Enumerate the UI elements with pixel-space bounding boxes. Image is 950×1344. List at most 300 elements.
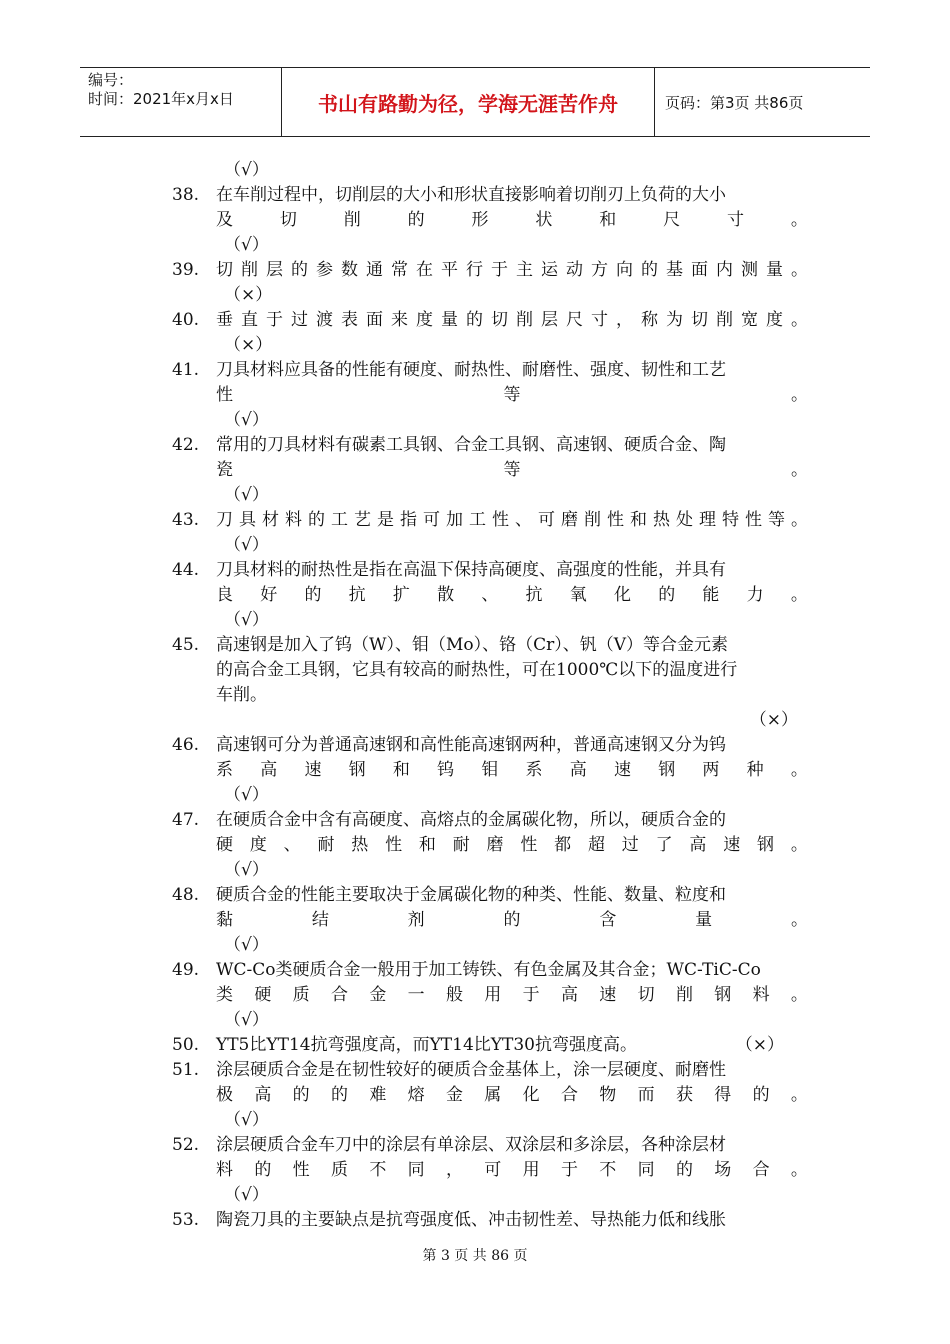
question-text: WC-Co类硬质合金一般用于加工铸铁、有色金属及其合金；WC-TiC-Co — [216, 960, 761, 980]
text-char: 基 — [666, 260, 683, 280]
text-line — [172, 183, 808, 208]
document-number-label: 编号： — [88, 71, 134, 89]
text-char: 合 — [752, 1160, 770, 1180]
text-char: 超 — [587, 835, 605, 855]
text-char: 速 — [304, 760, 322, 780]
answer-mark: （×） — [749, 710, 798, 730]
question-number: 46. — [172, 735, 200, 755]
text-char: 钢 — [348, 760, 366, 780]
text-line — [172, 1183, 808, 1208]
justified-text — [216, 208, 808, 233]
text-char: 状 — [535, 210, 553, 230]
text-char: 动 — [566, 260, 583, 280]
text-char: 尺 — [566, 310, 583, 330]
text-char: 材 — [262, 510, 279, 530]
text-char: 指 — [400, 510, 417, 530]
text-char: 黏 — [216, 910, 233, 930]
question-number: 39. — [172, 260, 200, 280]
justified-text — [216, 508, 808, 533]
text-char: 理 — [699, 510, 716, 530]
text-char: 两 — [702, 760, 720, 780]
document-time: 时间：2021年x月x日 — [88, 90, 234, 108]
justified-text — [216, 458, 808, 483]
text-char: 性 — [292, 1160, 310, 1180]
text-line — [172, 1083, 808, 1108]
question-number: 49. — [172, 960, 200, 980]
text-char: 刀 — [216, 510, 233, 530]
text-line — [172, 358, 808, 383]
text-char: 的 — [675, 1160, 693, 1180]
text-char: 量 — [766, 260, 783, 280]
text-char: 良 — [216, 585, 233, 605]
text-char: 类 — [216, 985, 233, 1005]
text-char: 不 — [599, 1160, 617, 1180]
text-char: 。 — [790, 760, 808, 780]
text-char: 瓷 — [216, 460, 233, 480]
text-char: 。 — [791, 310, 808, 330]
text-line — [172, 858, 808, 883]
question-number: 52. — [172, 1135, 200, 1155]
text-char: 性 — [385, 835, 403, 855]
text-char: 的 — [641, 260, 658, 280]
header-meta — [80, 68, 282, 136]
text-char: 削 — [584, 510, 601, 530]
text-char: 硬 — [216, 835, 233, 855]
text-char: 。 — [791, 510, 808, 530]
text-char: 一 — [407, 985, 425, 1005]
text-char: 硬 — [254, 985, 272, 1005]
question-text: 高速钢是加入了钨（W）、钼（Mo）、铬（Cr）、钒（V）等合金元素 — [216, 635, 729, 655]
text-char: 常 — [391, 260, 408, 280]
text-char: 方 — [591, 260, 608, 280]
text-char: 切 — [637, 985, 655, 1005]
text-char: 获 — [675, 1085, 693, 1105]
text-char: 。 — [790, 910, 808, 930]
text-char: 不 — [369, 1160, 387, 1180]
text-line — [172, 933, 808, 958]
text-char: 面 — [366, 310, 383, 330]
text-char: 、 — [481, 585, 499, 605]
question-number: 45. — [172, 635, 200, 655]
text-line — [172, 483, 808, 508]
text-char: 同 — [407, 1160, 425, 1180]
text-line — [172, 508, 808, 533]
question-number: 50. — [172, 1035, 200, 1055]
text-line — [172, 408, 808, 433]
text-char: 抗 — [348, 585, 366, 605]
text-char: 层 — [266, 260, 283, 280]
text-char: 通 — [366, 260, 383, 280]
text-line — [172, 158, 808, 183]
text-char: 。 — [791, 385, 808, 405]
answer-mark: （√） — [224, 610, 269, 630]
text-char: 钢 — [658, 760, 676, 780]
text-char: 高 — [254, 1085, 272, 1105]
question-number: 38. — [172, 185, 200, 205]
text-char: 和 — [418, 835, 436, 855]
question-list — [172, 158, 808, 1233]
text-char: 系 — [525, 760, 543, 780]
text-char: 同 — [637, 1160, 655, 1180]
text-char: 垂 — [216, 310, 233, 330]
text-char: 度 — [249, 835, 267, 855]
text-char: 合 — [560, 1085, 578, 1105]
text-char: 都 — [554, 835, 572, 855]
justified-text — [216, 758, 808, 783]
text-char: 难 — [369, 1085, 387, 1105]
text-char: 场 — [714, 1160, 732, 1180]
text-char: 熔 — [407, 1085, 425, 1105]
text-char: 。 — [791, 260, 808, 280]
question-number: 51. — [172, 1060, 200, 1080]
text-char: 、 — [283, 835, 301, 855]
question-number: 53. — [172, 1210, 200, 1230]
justified-text — [216, 383, 808, 408]
answer-mark: （√） — [224, 410, 269, 430]
text-char: 金 — [445, 1085, 463, 1105]
question-text: 车削。 — [216, 685, 267, 705]
text-line — [172, 208, 808, 233]
text-line — [172, 908, 808, 933]
text-char: 的 — [292, 1085, 310, 1105]
text-char: 主 — [516, 260, 533, 280]
text-char: 渡 — [316, 310, 333, 330]
text-char: 尺 — [663, 210, 681, 230]
question-number: 42. — [172, 435, 200, 455]
text-char: 量 — [695, 910, 713, 930]
text-char: 削 — [716, 310, 733, 330]
text-char: 种 — [746, 760, 764, 780]
text-char: 可 — [423, 510, 440, 530]
text-char: 极 — [216, 1085, 233, 1105]
text-char: ， — [616, 310, 633, 330]
text-char: 质 — [292, 985, 310, 1005]
page-footer: 第 3 页 共 86 页 — [422, 1248, 528, 1264]
text-char: 直 — [241, 310, 258, 330]
text-char: 速 — [723, 835, 741, 855]
answer-mark: （√） — [224, 1010, 269, 1030]
text-char: 削 — [241, 260, 258, 280]
question-text: 刀具材料的耐热性是指在高温下保持高硬度、高强度的性能，并具有 — [216, 560, 726, 580]
text-char: 削 — [675, 985, 693, 1005]
text-char: 的 — [254, 1160, 272, 1180]
question-number: 44. — [172, 560, 200, 580]
question-text: 在车削过程中，切削层的大小和形状直接影响着切削刃上负荷的大小 — [216, 185, 726, 205]
justified-text — [216, 983, 808, 1008]
text-char: 耐 — [452, 835, 470, 855]
text-char: 及 — [216, 210, 233, 230]
page-header — [80, 67, 870, 137]
text-line — [172, 633, 808, 658]
question-text: 常用的刀具材料有碳素工具钢、合金工具钢、高速钢、硬质合金、陶 — [216, 435, 726, 455]
question-text: 高速钢可分为普通高速钢和高性能高速钢两种，普通高速钢又分为钨 — [216, 735, 726, 755]
question-number: 47. — [172, 810, 200, 830]
text-char: 加 — [446, 510, 463, 530]
text-char: 料 — [285, 510, 302, 530]
text-char: 和 — [630, 510, 647, 530]
text-char: 的 — [308, 510, 325, 530]
text-line — [172, 258, 808, 283]
text-line — [172, 1058, 808, 1083]
text-char: 的 — [658, 585, 676, 605]
text-char: 好 — [260, 585, 278, 605]
text-char: 钢 — [714, 985, 732, 1005]
text-char: 向 — [616, 260, 633, 280]
text-char: 切 — [279, 210, 297, 230]
answer-mark: （×） — [224, 335, 273, 355]
text-char: 可 — [484, 1160, 502, 1180]
text-line — [172, 1108, 808, 1133]
text-char: 寸 — [591, 310, 608, 330]
text-char: 运 — [541, 260, 558, 280]
text-char: 表 — [341, 310, 358, 330]
text-char: 工 — [331, 510, 348, 530]
text-char: 等 — [503, 460, 521, 480]
text-char: 在 — [416, 260, 433, 280]
text-char: 质 — [330, 1160, 348, 1180]
text-char: 特 — [722, 510, 739, 530]
text-char: 于 — [522, 985, 540, 1005]
text-char: 过 — [291, 310, 308, 330]
text-char: 参 — [316, 260, 333, 280]
text-char: 耐 — [317, 835, 335, 855]
answer-mark: （√） — [224, 785, 269, 805]
text-char: 磨 — [561, 510, 578, 530]
text-char: 的 — [407, 210, 425, 230]
text-char: 工 — [469, 510, 486, 530]
text-line — [172, 983, 808, 1008]
header-page-info: 页码：第3页 共86页 — [665, 93, 804, 112]
answer-mark: （√） — [224, 535, 269, 555]
question-text: 刀具材料应具备的性能有硬度、耐热性、耐磨性、强度、韧性和工艺 — [216, 360, 726, 380]
text-char: 。 — [790, 1160, 808, 1180]
text-char: 和 — [392, 760, 410, 780]
text-char: 料 — [752, 985, 770, 1005]
text-line — [172, 333, 808, 358]
text-line — [172, 1133, 808, 1158]
header-motto: 书山有路勤为径，学海无涯苦作舟 — [282, 68, 655, 136]
text-char: 面 — [691, 260, 708, 280]
text-char: 钢 — [757, 835, 774, 855]
text-char: 属 — [484, 1085, 502, 1105]
text-char: 的 — [466, 310, 483, 330]
justified-text — [216, 908, 808, 933]
text-line — [172, 883, 808, 908]
question-text: 硬质合金的性能主要取决于金属碳化物的种类、性能、数量、粒度和 — [216, 885, 726, 905]
text-char: 物 — [599, 1085, 617, 1105]
question-number: 41. — [172, 360, 200, 380]
text-char: 抗 — [525, 585, 543, 605]
text-char: 处 — [676, 510, 693, 530]
answer-mark: （×） — [735, 1035, 784, 1055]
question-number: 40. — [172, 310, 200, 330]
text-char: 。 — [790, 585, 808, 605]
answer-mark: （√） — [224, 1110, 269, 1130]
answer-mark: （√） — [224, 160, 269, 180]
text-line — [172, 808, 808, 833]
text-char: 钨 — [437, 760, 455, 780]
text-char: 切 — [691, 310, 708, 330]
text-char: 性 — [216, 385, 233, 405]
text-char: 力 — [746, 585, 764, 605]
text-char: 削 — [516, 310, 533, 330]
text-char: 度 — [766, 310, 783, 330]
text-char: 磨 — [486, 835, 504, 855]
text-char: 高 — [560, 985, 578, 1005]
text-line — [172, 383, 808, 408]
text-line — [172, 1008, 808, 1033]
text-char: 性 — [492, 510, 509, 530]
text-char: 削 — [343, 210, 361, 230]
text-char: 寸 — [727, 210, 744, 230]
text-char: 扩 — [392, 585, 410, 605]
text-char: 切 — [491, 310, 508, 330]
text-line — [172, 733, 808, 758]
text-line — [172, 308, 808, 333]
text-char: 可 — [538, 510, 555, 530]
justified-text — [216, 833, 808, 858]
text-char: 的 — [752, 1085, 770, 1105]
text-char: 钼 — [481, 760, 499, 780]
text-char: 得 — [714, 1085, 732, 1105]
text-char: 测 — [741, 260, 758, 280]
text-char: 于 — [560, 1160, 578, 1180]
text-char: 度 — [416, 310, 433, 330]
text-char: 、 — [515, 510, 532, 530]
question-number: 43. — [172, 510, 200, 530]
text-line — [172, 708, 808, 733]
text-char: 用 — [522, 1160, 540, 1180]
text-char: 化 — [613, 585, 631, 605]
text-char: 和 — [599, 210, 617, 230]
text-char: 来 — [391, 310, 408, 330]
text-line — [172, 608, 808, 633]
text-line — [172, 458, 808, 483]
text-char: 而 — [637, 1085, 655, 1105]
text-char: 金 — [369, 985, 387, 1005]
answer-mark: （√） — [224, 235, 269, 255]
text-line — [172, 658, 808, 683]
answer-mark: （×） — [224, 285, 273, 305]
text-char: 的 — [503, 910, 521, 930]
text-line — [172, 958, 808, 983]
text-char: 平 — [441, 260, 458, 280]
text-char: 结 — [311, 910, 329, 930]
question-text: 陶瓷刀具的主要缺点是抗弯强度低、冲击韧性差、导热能力低和线胀 — [216, 1210, 726, 1230]
text-line — [172, 833, 808, 858]
text-char: 料 — [216, 1160, 233, 1180]
text-char: 具 — [239, 510, 256, 530]
text-char: 数 — [341, 260, 358, 280]
text-char: 高 — [689, 835, 707, 855]
text-char: 了 — [655, 835, 673, 855]
text-char: 为 — [666, 310, 683, 330]
text-line — [172, 1208, 808, 1233]
text-char: 称 — [641, 310, 658, 330]
text-char: 行 — [466, 260, 483, 280]
text-char: 。 — [790, 1085, 808, 1105]
text-char: 于 — [266, 310, 283, 330]
justified-text — [216, 583, 808, 608]
text-char: 等 — [768, 510, 785, 530]
text-char: 层 — [541, 310, 558, 330]
text-line — [172, 683, 808, 708]
text-char: 剂 — [407, 910, 425, 930]
answer-mark: （√） — [224, 485, 269, 505]
text-char: 的 — [291, 260, 308, 280]
text-char: 量 — [441, 310, 458, 330]
justified-text — [216, 1083, 808, 1108]
text-char: 高 — [569, 760, 587, 780]
text-line — [172, 283, 808, 308]
text-line — [172, 1033, 808, 1058]
question-number: 48. — [172, 885, 200, 905]
text-char: ， — [445, 1160, 463, 1180]
text-char: 宽 — [741, 310, 758, 330]
text-line — [172, 583, 808, 608]
text-line — [172, 758, 808, 783]
text-line — [172, 1158, 808, 1183]
question-text: YT5比YT14抗弯强度高，而YT14比YT30抗弯强度高。 — [216, 1035, 637, 1055]
text-line — [172, 233, 808, 258]
text-char: 性 — [607, 510, 624, 530]
question-text: 涂层硬质合金是在韧性较好的硬质合金基体上，涂一层硬度、耐磨性 — [216, 1060, 726, 1080]
text-char: 氧 — [569, 585, 587, 605]
text-char: 。 — [790, 210, 808, 230]
text-char: 速 — [599, 985, 617, 1005]
text-char: 性 — [520, 835, 538, 855]
justified-text — [216, 308, 808, 333]
question-text: 的高合金工具钢，它具有较高的耐热性，可在1000℃以下的温度进行 — [216, 660, 738, 680]
text-char: 速 — [613, 760, 631, 780]
answer-mark: （√） — [224, 1185, 269, 1205]
justified-text — [216, 258, 808, 283]
text-line — [172, 558, 808, 583]
text-char: 含 — [599, 910, 617, 930]
text-char: 是 — [377, 510, 394, 530]
text-char: 。 — [790, 835, 808, 855]
text-line — [172, 533, 808, 558]
text-char: 切 — [216, 260, 233, 280]
text-char: 于 — [491, 260, 508, 280]
text-char: 系 — [216, 760, 233, 780]
text-char: 。 — [790, 985, 808, 1005]
text-char: 过 — [621, 835, 639, 855]
text-char: 用 — [484, 985, 502, 1005]
text-char: 散 — [437, 585, 455, 605]
text-char: 的 — [304, 585, 322, 605]
text-char: 合 — [330, 985, 348, 1005]
text-line — [172, 433, 808, 458]
text-char: 热 — [653, 510, 670, 530]
answer-mark: （√） — [224, 935, 269, 955]
text-char: 。 — [791, 460, 808, 480]
text-char: 能 — [702, 585, 720, 605]
text-char: 形 — [471, 210, 489, 230]
justified-text — [216, 1158, 808, 1183]
text-char: 艺 — [354, 510, 371, 530]
text-char: 高 — [260, 760, 278, 780]
text-char: 内 — [716, 260, 733, 280]
text-char: 的 — [330, 1085, 348, 1105]
text-char: 般 — [445, 985, 463, 1005]
text-char: 热 — [351, 835, 369, 855]
text-char: 等 — [503, 385, 521, 405]
question-text: 在硬质合金中含有高硬度、高熔点的金属碳化物，所以，硬质合金的 — [216, 810, 726, 830]
text-char: 性 — [745, 510, 762, 530]
text-char: 化 — [522, 1085, 540, 1105]
answer-mark: （√） — [224, 860, 269, 880]
